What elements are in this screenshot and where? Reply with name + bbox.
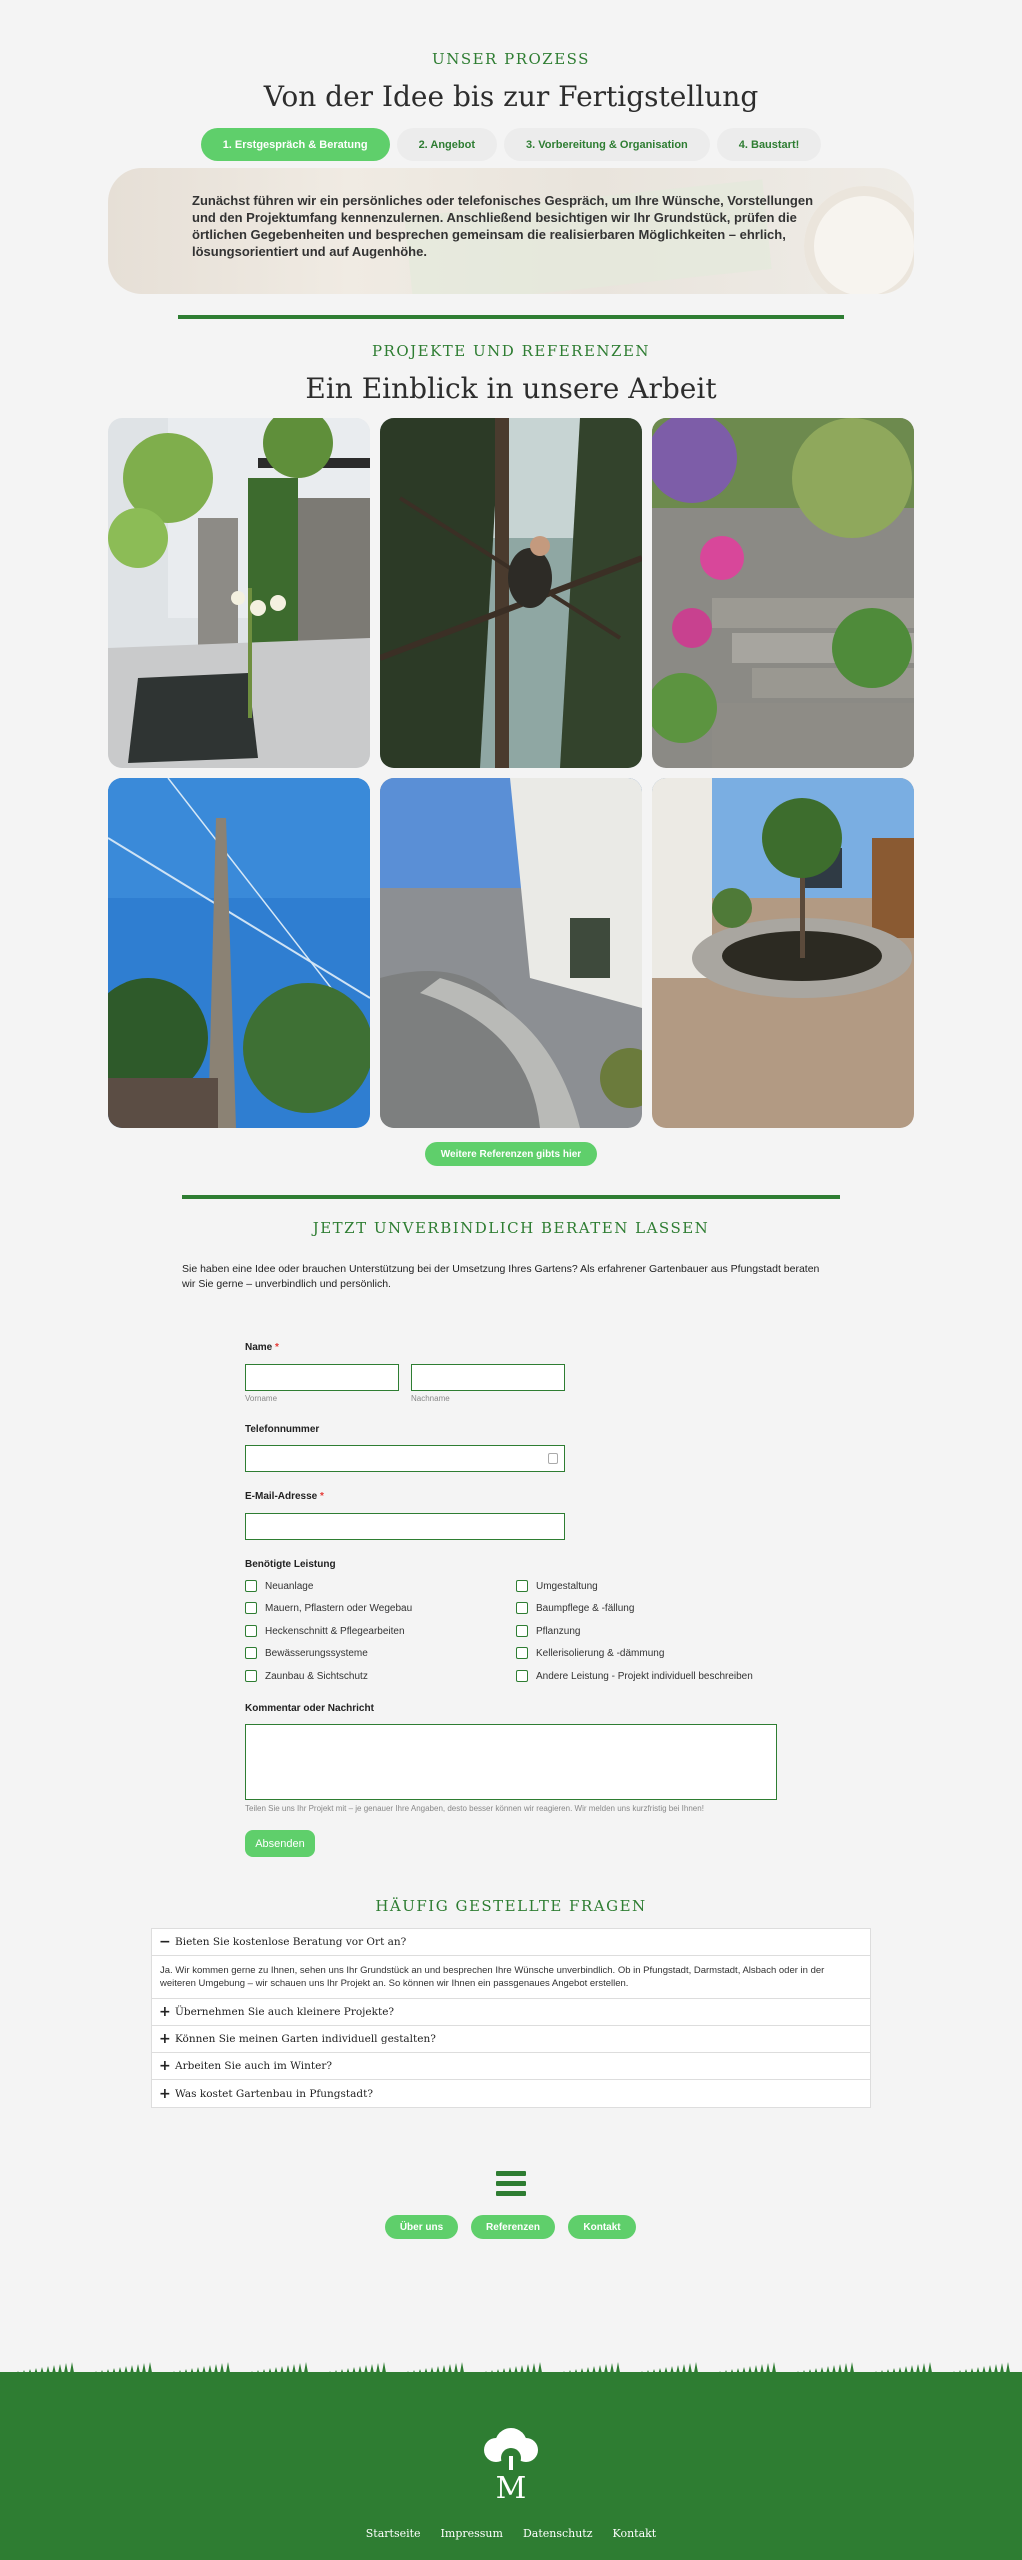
plus-icon: + xyxy=(159,2085,171,2102)
phone-label: Telefonnummer xyxy=(245,1424,320,1435)
faq-question[interactable]: + Was kostet Gartenbau in Pfungstadt? xyxy=(159,2085,373,2102)
projects-eyebrow: PROJEKTE UND REFERENZEN xyxy=(371,342,651,360)
email-label: E-Mail-Adresse * xyxy=(245,1491,324,1502)
name-label: Name * xyxy=(245,1342,279,1353)
project-photo-tree-trunk[interactable] xyxy=(108,778,370,1128)
faq-answer: Ja. Wir kommen gerne zu Ihnen, sehen uns Ihr Grundstück an und besprechen Ihre Wünsche unverbindlich. Ob in Pfungstadt, Darmstadt, Alsbach oder in der weiteren Umgebung – wir schauen uns Ihr Projekt an. So können wir Ihnen ein passgenaues Angebot erstellen. xyxy=(152,1956,870,1999)
nav-button-kontakt[interactable]: Kontakt xyxy=(568,2215,636,2239)
projects-title: Ein Einblick in unsere Arbeit xyxy=(305,372,717,405)
tab-angebot[interactable]: 2. Angebot xyxy=(397,128,497,161)
tree-logo xyxy=(476,2422,546,2502)
service-checkbox-zaunbau[interactable]: Zaunbau & Sichtschutz xyxy=(245,1670,368,1682)
footer-link-impressum[interactable]: Impressum xyxy=(440,2527,503,2540)
services-label: Benötigte Leistung xyxy=(245,1559,336,1570)
section-divider xyxy=(178,315,844,319)
comment-textarea[interactable] xyxy=(245,1724,777,1800)
section-divider xyxy=(182,1195,840,1199)
project-photo-tree-bed[interactable] xyxy=(652,778,914,1128)
comment-label: Kommentar oder Nachricht xyxy=(245,1703,374,1714)
submit-button[interactable]: Absenden xyxy=(245,1830,315,1857)
firstname-sublabel: Vorname xyxy=(245,1394,278,1403)
lastname-sublabel: Nachname xyxy=(411,1394,450,1403)
hamburger-menu-icon[interactable] xyxy=(496,2171,526,2197)
plus-icon: + xyxy=(159,2031,171,2047)
process-eyebrow: UNSER PROZESS xyxy=(432,50,590,68)
process-title: Von der Idee bis zur Fertigstellung xyxy=(263,80,759,113)
service-checkbox-andere[interactable]: Andere Leistung - Projekt individuell beschreiben xyxy=(516,1670,753,1682)
more-references-button[interactable]: Weitere Referenzen gibts hier xyxy=(425,1142,597,1166)
tab-baustart[interactable]: 4. Baustart! xyxy=(717,128,822,161)
email-input[interactable] xyxy=(245,1513,565,1540)
faq-question[interactable]: + Arbeiten Sie auch im Winter? xyxy=(152,2053,870,2080)
service-checkbox-keller[interactable]: Kellerisolierung & -dämmung xyxy=(516,1647,664,1659)
nav-button-ueber-uns[interactable]: Über uns xyxy=(385,2215,458,2239)
minus-icon: − xyxy=(159,1934,171,1950)
service-checkbox-baumpflege[interactable]: Baumpflege & -fällung xyxy=(516,1602,634,1614)
service-checkbox-hecke[interactable]: Heckenschnitt & Pflegearbeiten xyxy=(245,1625,405,1637)
process-tabs xyxy=(0,128,1022,161)
firstname-input[interactable] xyxy=(245,1364,399,1391)
project-photo-stone-stairs[interactable] xyxy=(652,418,914,768)
faq-question[interactable]: + Können Sie meinen Garten individuell gestalten? xyxy=(152,2026,870,2053)
process-panel xyxy=(108,168,914,294)
faq-question[interactable]: + Übernehmen Sie auch kleinere Projekte? xyxy=(152,1999,870,2026)
plus-icon: + xyxy=(159,2058,171,2074)
phone-input[interactable] xyxy=(245,1445,565,1472)
lastname-input[interactable] xyxy=(411,1364,565,1391)
footer-link-datenschutz[interactable]: Datenschutz xyxy=(522,2527,593,2540)
logo-letter: M xyxy=(495,2471,527,2502)
service-checkbox-neuanlage[interactable]: Neuanlage xyxy=(245,1580,313,1592)
faq-accordion xyxy=(151,1928,871,2108)
comment-hint: Teilen Sie uns Ihr Projekt mit – je genauer Ihre Angaben, desto besser können wir reagieren. Wir melden uns kurzfristig bei Ihnen! xyxy=(245,1804,704,1813)
nav-button-referenzen[interactable]: Referenzen xyxy=(471,2215,555,2239)
footer-links xyxy=(0,2527,1022,2540)
faq-question-open[interactable]: − Bieten Sie kostenlose Beratung vor Ort an? xyxy=(152,1929,870,1956)
contact-intro: Sie haben eine Idee oder brauchen Unterstützung bei der Umsetzung Ihres Gartens? Als erfahrener Gartenbauer aus Pfungstadt beraten wir Sie gerne – unverbindlich und persönlich. xyxy=(182,1263,820,1290)
project-photo-paved-path[interactable] xyxy=(380,778,642,1128)
service-checkbox-bewaesserung[interactable]: Bewässerungssysteme xyxy=(245,1647,368,1659)
service-checkbox-mauern[interactable]: Mauern, Pflastern oder Wegebau xyxy=(245,1602,412,1614)
faq-eyebrow: HÄUFIG GESTELLTE FRAGEN xyxy=(375,1897,647,1915)
service-checkbox-pflanzung[interactable]: Pflanzung xyxy=(516,1625,580,1637)
contact-card-icon xyxy=(548,1453,558,1464)
process-text: Zunächst führen wir ein persönliches oder telefonisches Gespräch, um Ihre Wünsche, Vorstellungen und den Projektumfang kennenzulernen. Anschließend besichtigen wir Ihr Grundstück, prüfen die örtlichen Gegebenheiten und besprechen gemeinsam die realisierbaren Möglichkeiten – ehrlich, lösungsorientiert und auf Augenhöhe. xyxy=(192,193,814,259)
footer xyxy=(0,2372,1022,2560)
project-gallery xyxy=(108,418,914,1128)
tab-erstgespraech[interactable]: 1. Erstgespräch & Beratung xyxy=(201,128,390,161)
footer-link-startseite[interactable]: Startseite xyxy=(365,2527,421,2540)
contact-eyebrow: JETZT UNVERBINDLICH BERATEN LASSEN xyxy=(312,1219,710,1237)
service-checkbox-umgestaltung[interactable]: Umgestaltung xyxy=(516,1580,598,1592)
plus-icon: + xyxy=(159,2004,171,2020)
project-photo-tree-climber[interactable] xyxy=(380,418,642,768)
footer-link-kontakt[interactable]: Kontakt xyxy=(612,2527,657,2540)
project-photo-pond-terrace[interactable] xyxy=(108,418,370,768)
tab-vorbereitung[interactable]: 3. Vorbereitung & Organisation xyxy=(504,128,710,161)
